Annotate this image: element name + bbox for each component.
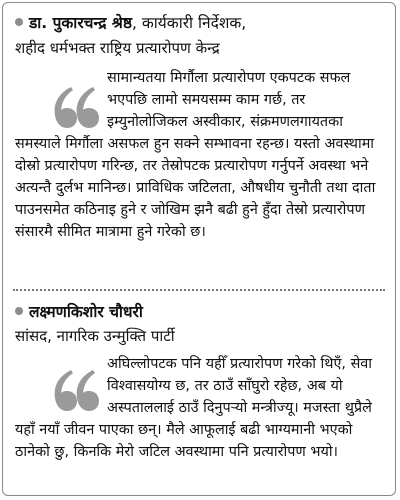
quote-text-1 <box>15 67 385 243</box>
bullet-dot-icon <box>15 307 23 315</box>
bullet-dot-icon <box>15 18 23 26</box>
speaker-name-2: लक्ष्मणकिशोर चौधरी <box>29 303 143 321</box>
speaker-role-2: सांसद, नागरिक उन्मुक्ति पार्टी <box>15 327 175 345</box>
speaker-header-1 <box>15 13 246 33</box>
quote-text-2 <box>15 353 385 463</box>
quotes-card <box>2 2 396 496</box>
speaker-role-1: शहीद धर्मभक्त राष्ट्रिय प्रत्यारोपण केन्द्र <box>15 39 220 57</box>
quote-indent-spacer <box>15 353 107 419</box>
quote-body-1: सामान्यतया मिर्गौला प्रत्यारोपण एकपटक सफल भएपछि लामो समयसम्म काम गर्छ, तर इम्युनोलोजिकल अस्वीकार, संक्रमणलगायतका समस्याले मिर्गौला असफल हुन सक्ने सम्भावना रहन्छ। यस्तो अवस्थामा दोस्रो प्रत्यारोपण गरिन्छ, तर तेस्रोपटक प्रत्यारोपण गर्नुपर्ने अवस्था भने अत्यन्तै दुर्लभ मानिन्छ। प्राविधिक जटिलता, औषधीय चुनौती तथा दाता पाउनसमेत कठिनाइ हुने र जोखिम झनै बढी हुने हुँदा तेस्रो प्रत्यारोपण संसारमै सीमित मात्रामा हुने गरेको छ। <box>15 70 376 240</box>
quote-block-2 <box>3 294 395 494</box>
speaker-name-1: डा. पुकारचन्द्र श्रेष्ठ <box>29 14 133 32</box>
speaker-header-2 <box>15 302 143 322</box>
quote-block-1 <box>3 3 395 290</box>
quote-body-2: अघिल्लोपटक पनि यहीँ प्रत्यारोपण गरेको थिएँ, सेवा विश्वासयोग्य छ, तर ठाउँ साँघुरो रहेछ, अब यो अस्पताललाई ठाउँ दिनुपर्‍यो मन्त्रीज्यू। मजस्ता थुप्रैले यहाँ नयाँ जीवन पाएका छन्। मैले आफूलाई बढी भाग्यमानी भएको ठानेको छु, किनकि मेरो जटिल अवस्थामा पनि प्रत्यारोपण भयो। <box>15 356 373 460</box>
quote-indent-spacer <box>15 67 107 133</box>
section-divider <box>13 289 385 291</box>
speaker-role-inline-1: , कार्यकारी निर्देशक, <box>132 14 247 32</box>
